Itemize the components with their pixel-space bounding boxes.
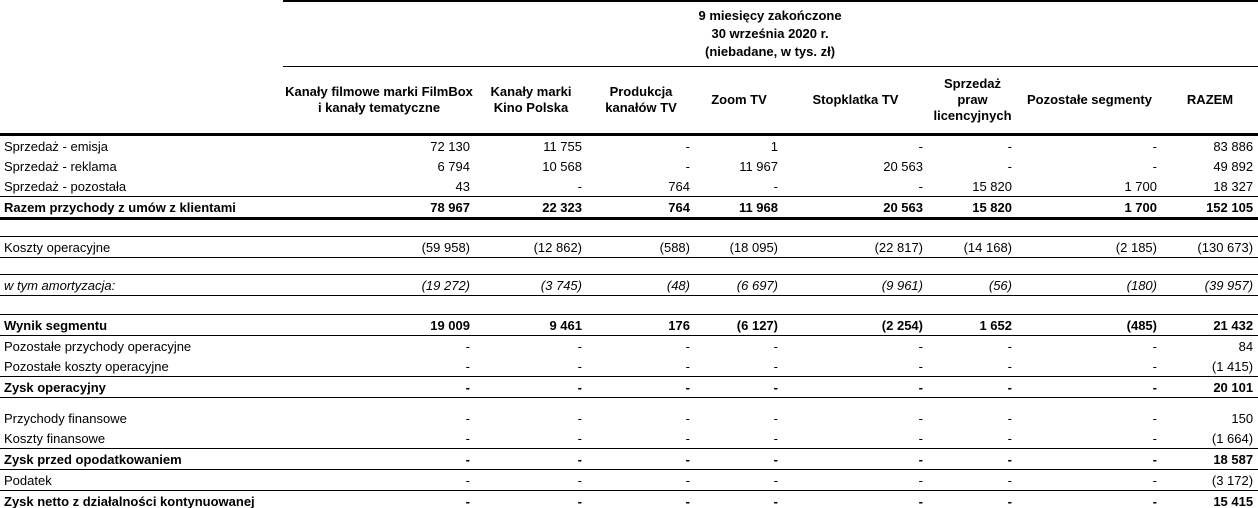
column-header-pozostale: Pozostałe segmenty bbox=[1017, 67, 1162, 135]
value-cell: (18 095) bbox=[695, 237, 783, 258]
value-cell: 10 568 bbox=[542, 158, 582, 174]
table-row bbox=[0, 156, 1258, 176]
row-label: Koszty operacyjne bbox=[0, 237, 283, 258]
table-row bbox=[0, 275, 1258, 296]
row-label: Zysk przed opodatkowaniem bbox=[0, 449, 283, 470]
value-cell: 1 652 bbox=[928, 315, 1017, 336]
value-cell: - bbox=[783, 176, 928, 197]
value-cell: 6 794 bbox=[437, 158, 470, 174]
column-header-sprzedaz-praw: Sprzedaż praw licencyjnych bbox=[928, 67, 1017, 135]
value-cell: - bbox=[928, 491, 1017, 508]
corner-cell-2 bbox=[0, 67, 283, 135]
value-cell: - bbox=[465, 338, 470, 354]
value-cell: 19 009 bbox=[283, 315, 475, 336]
spacer-cell bbox=[0, 398, 1258, 409]
value-cell: - bbox=[283, 356, 475, 377]
row-label: Pozostałe przychody operacyjne bbox=[4, 338, 192, 354]
value-cell: - bbox=[1017, 428, 1162, 449]
value-cell: 11 755 bbox=[543, 138, 582, 154]
value-cell: - bbox=[283, 377, 475, 398]
table-row bbox=[0, 176, 1258, 197]
value-cell: (22 817) bbox=[783, 237, 928, 258]
value-cell: - bbox=[577, 338, 582, 354]
spacer-row bbox=[0, 296, 1258, 315]
value-cell: (485) bbox=[1017, 315, 1162, 336]
value-cell: 9 461 bbox=[475, 315, 587, 336]
value-cell: - bbox=[587, 428, 695, 449]
period-line-3: (niebadane, w tys. zł) bbox=[705, 44, 836, 59]
value-cell: - bbox=[695, 356, 783, 377]
value-cell: 20 563 bbox=[783, 197, 928, 219]
column-header-filmbox: Kanały filmowe marki FilmBox i kanały tematyczne bbox=[283, 67, 475, 135]
value-cell: - bbox=[918, 338, 923, 354]
spacer-row bbox=[0, 398, 1258, 409]
value-cell: 150 bbox=[1231, 410, 1254, 426]
value-cell: 18 587 bbox=[1162, 449, 1258, 470]
value-cell: - bbox=[475, 470, 587, 491]
value-cell: (9 961) bbox=[783, 275, 928, 296]
value-cell: - bbox=[1017, 356, 1162, 377]
value-cell: - bbox=[773, 338, 778, 354]
value-cell: (130 673) bbox=[1162, 237, 1258, 258]
value-cell: - bbox=[283, 491, 475, 508]
value-cell: 1 700 bbox=[1017, 197, 1162, 219]
value-cell: - bbox=[685, 138, 690, 154]
table-row bbox=[0, 237, 1258, 258]
value-cell: - bbox=[1017, 449, 1162, 470]
period-header bbox=[283, 1, 1258, 67]
value-cell: 78 967 bbox=[283, 197, 475, 219]
period-line-2: 30 września 2020 r. bbox=[711, 26, 829, 41]
value-cell: - bbox=[283, 428, 475, 449]
corner-cell bbox=[0, 1, 283, 67]
value-cell: 11 967 bbox=[739, 158, 778, 174]
column-header-stopklatka: Stopklatka TV bbox=[783, 67, 928, 135]
spacer-cell bbox=[0, 219, 1258, 237]
table-row bbox=[0, 470, 1258, 491]
value-cell: - bbox=[577, 410, 582, 426]
value-cell: (180) bbox=[1017, 275, 1162, 296]
row-label: Razem przychody z umów z klientami bbox=[0, 197, 283, 219]
value-cell: (6 127) bbox=[695, 315, 783, 336]
value-cell: - bbox=[283, 449, 475, 470]
value-cell: - bbox=[283, 470, 475, 491]
table-row bbox=[0, 408, 1258, 428]
value-cell: - bbox=[773, 410, 778, 426]
row-label: Wynik segmentu bbox=[0, 315, 283, 336]
table-row bbox=[0, 315, 1258, 336]
row-label: Podatek bbox=[0, 470, 283, 491]
value-cell: (48) bbox=[587, 275, 695, 296]
spacer-cell bbox=[0, 258, 1258, 275]
value-cell: - bbox=[783, 377, 928, 398]
value-cell: 764 bbox=[587, 197, 695, 219]
value-cell: - bbox=[1017, 470, 1162, 491]
value-cell: (14 168) bbox=[928, 237, 1017, 258]
value-cell: 20 563 bbox=[883, 158, 923, 174]
value-cell: - bbox=[695, 449, 783, 470]
value-cell: - bbox=[1017, 377, 1162, 398]
value-cell: - bbox=[783, 470, 928, 491]
value-cell: - bbox=[928, 470, 1017, 491]
row-label: Pozostałe koszty operacyjne bbox=[0, 356, 283, 377]
value-cell: (19 272) bbox=[283, 275, 475, 296]
row-label: Zysk operacyjny bbox=[0, 377, 283, 398]
value-cell: - bbox=[695, 428, 783, 449]
value-cell: 764 bbox=[587, 176, 695, 197]
value-cell: (59 958) bbox=[283, 237, 475, 258]
value-cell: - bbox=[783, 356, 928, 377]
table-row bbox=[0, 491, 1258, 508]
value-cell: 72 130 bbox=[430, 138, 470, 154]
value-cell: (39 957) bbox=[1162, 275, 1258, 296]
row-label: Przychody finansowe bbox=[4, 410, 127, 426]
column-header-kino-polska: Kanały marki Kino Polska bbox=[475, 67, 587, 135]
value-cell: - bbox=[475, 356, 587, 377]
value-cell: - bbox=[928, 377, 1017, 398]
row-label: Koszty finansowe bbox=[0, 428, 283, 449]
value-cell: - bbox=[1007, 138, 1012, 154]
value-cell: - bbox=[587, 449, 695, 470]
table-row bbox=[0, 197, 1258, 219]
value-cell: 83 886 bbox=[1213, 138, 1254, 154]
value-cell: 1 bbox=[770, 138, 778, 154]
value-cell: 15 415 bbox=[1162, 491, 1258, 508]
value-cell: 84 bbox=[1238, 338, 1254, 354]
value-cell: - bbox=[1017, 491, 1162, 508]
spacer-cell bbox=[0, 296, 1258, 315]
row-label: w tym amortyzacja: bbox=[0, 275, 283, 296]
value-cell: - bbox=[1007, 338, 1012, 354]
spacer-row bbox=[0, 258, 1258, 275]
value-cell: - bbox=[475, 491, 587, 508]
value-cell: - bbox=[928, 428, 1017, 449]
column-header-razem: RAZEM bbox=[1162, 67, 1258, 135]
value-cell: (1 415) bbox=[1162, 356, 1258, 377]
value-cell: - bbox=[475, 377, 587, 398]
value-cell: (1 664) bbox=[1162, 428, 1258, 449]
table-row bbox=[0, 356, 1258, 377]
column-header-zoom-tv: Zoom TV bbox=[695, 67, 783, 135]
value-cell: (2 254) bbox=[783, 315, 928, 336]
value-cell: - bbox=[928, 356, 1017, 377]
value-cell: - bbox=[1007, 158, 1012, 174]
value-cell: - bbox=[783, 449, 928, 470]
row-label: Zysk netto z działalności kontynuowanej bbox=[0, 491, 283, 508]
value-cell: 43 bbox=[283, 176, 475, 197]
value-cell: (6 697) bbox=[695, 275, 783, 296]
row-label: Sprzedaż - pozostała bbox=[0, 176, 283, 197]
row-label: Sprzedaż - reklama bbox=[4, 158, 117, 174]
value-cell: - bbox=[1152, 410, 1157, 426]
value-cell: 11 968 bbox=[695, 197, 783, 219]
value-cell: 18 327 bbox=[1162, 176, 1258, 197]
table-row bbox=[0, 377, 1258, 398]
period-header-row bbox=[0, 1, 1258, 67]
value-cell: - bbox=[783, 428, 928, 449]
value-cell: 15 820 bbox=[928, 176, 1017, 197]
value-cell: - bbox=[695, 491, 783, 508]
value-cell: - bbox=[475, 449, 587, 470]
value-cell: 152 105 bbox=[1162, 197, 1258, 219]
value-cell: - bbox=[918, 410, 923, 426]
column-header-row bbox=[0, 67, 1258, 135]
value-cell: - bbox=[1152, 158, 1157, 174]
table-row bbox=[0, 135, 1258, 157]
value-cell: - bbox=[928, 449, 1017, 470]
value-cell: 20 101 bbox=[1162, 377, 1258, 398]
value-cell: - bbox=[475, 176, 587, 197]
value-cell: 176 bbox=[587, 315, 695, 336]
table-row bbox=[0, 336, 1258, 357]
value-cell: - bbox=[783, 491, 928, 508]
column-header-produkcja: Produkcja kanałów TV bbox=[587, 67, 695, 135]
value-cell: (56) bbox=[928, 275, 1017, 296]
table-row bbox=[0, 449, 1258, 470]
value-cell: - bbox=[685, 338, 690, 354]
value-cell: - bbox=[695, 377, 783, 398]
value-cell: - bbox=[1152, 338, 1157, 354]
value-cell: - bbox=[695, 470, 783, 491]
value-cell: - bbox=[587, 470, 695, 491]
value-cell: 1 700 bbox=[1017, 176, 1162, 197]
value-cell: (12 862) bbox=[475, 237, 587, 258]
value-cell: - bbox=[587, 377, 695, 398]
value-cell: 49 892 bbox=[1213, 158, 1254, 174]
value-cell: - bbox=[685, 410, 690, 426]
value-cell: - bbox=[475, 428, 587, 449]
value-cell: 21 432 bbox=[1162, 315, 1258, 336]
value-cell: 15 820 bbox=[928, 197, 1017, 219]
value-cell: (588) bbox=[587, 237, 695, 258]
value-cell: - bbox=[1007, 410, 1012, 426]
value-cell: (3 172) bbox=[1162, 470, 1258, 491]
value-cell: 22 323 bbox=[475, 197, 587, 219]
value-cell: (2 185) bbox=[1017, 237, 1162, 258]
period-line-1: 9 miesięcy zakończone bbox=[698, 8, 842, 23]
table-row bbox=[0, 428, 1258, 449]
value-cell: - bbox=[587, 356, 695, 377]
value-cell: - bbox=[695, 176, 783, 197]
value-cell: - bbox=[465, 410, 470, 426]
row-label: Sprzedaż - emisja bbox=[4, 138, 109, 154]
value-cell: - bbox=[685, 158, 690, 174]
spacer-row bbox=[0, 219, 1258, 237]
value-cell: - bbox=[1152, 138, 1157, 154]
value-cell: - bbox=[918, 138, 923, 154]
value-cell: - bbox=[587, 491, 695, 508]
table-body bbox=[0, 135, 1258, 508]
value-cell: (3 745) bbox=[475, 275, 587, 296]
